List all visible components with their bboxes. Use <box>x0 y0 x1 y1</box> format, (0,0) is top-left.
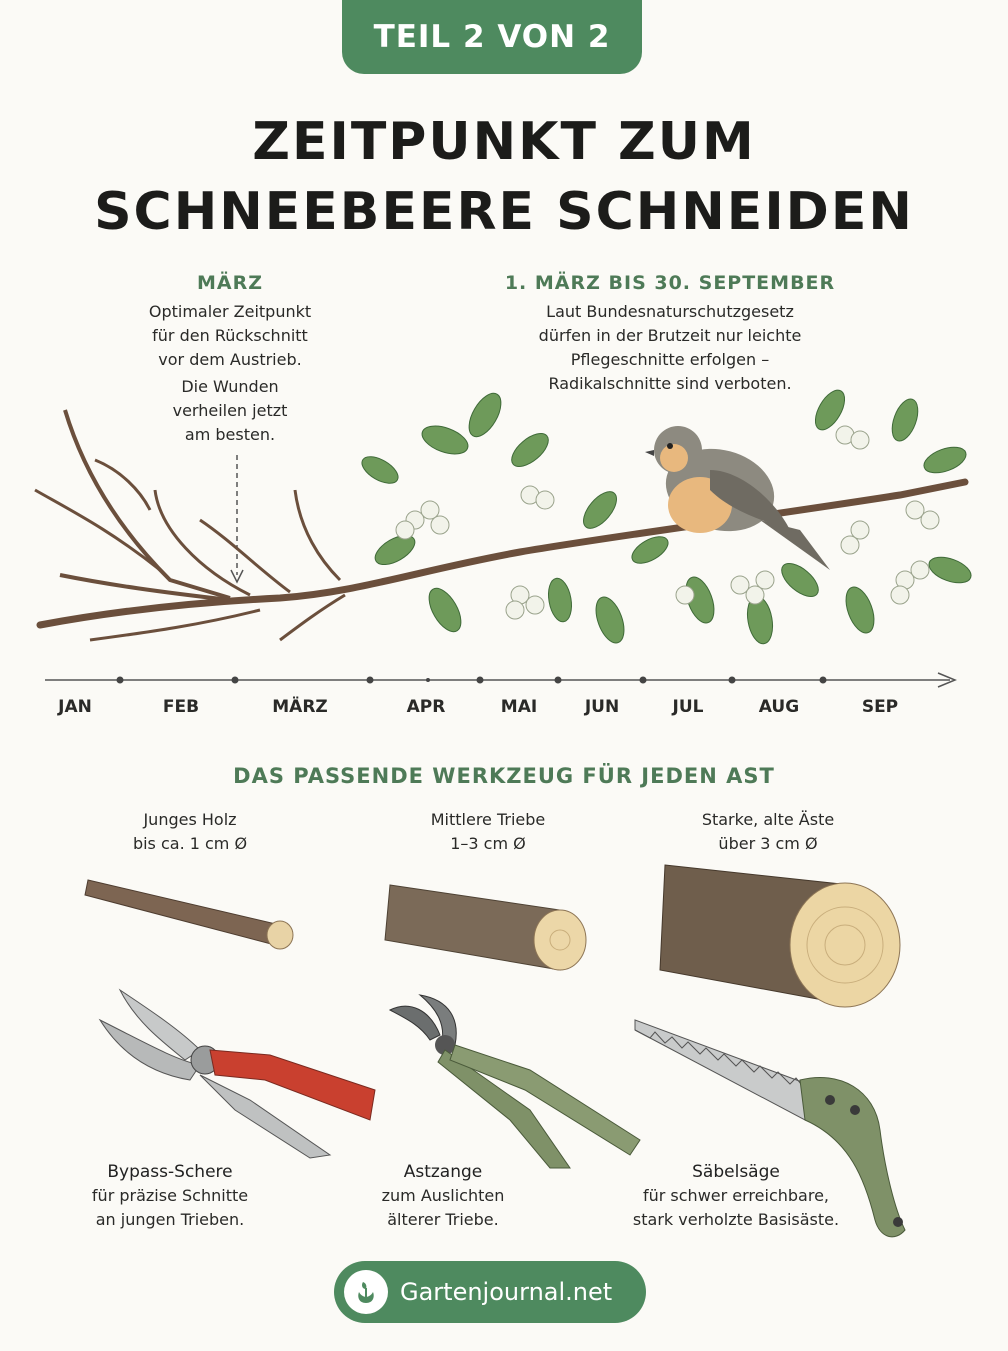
loppers-icon <box>380 990 650 1170</box>
month-apr: APR <box>406 697 446 717</box>
tools-heading: DAS PASSENDE WERKZEUG FÜR JEDEN AST <box>233 764 775 788</box>
branch-label-medium: Mittlere Triebe 1–3 cm Ø <box>430 810 546 853</box>
march-heading: MÄRZ <box>196 272 264 294</box>
breeding-text: Laut Bundesnaturschutzgesetz dürfen in der Brutzeit nur leichte Pflegeschnitte erfolgen – Radikalschnitte sind verboten. <box>538 302 802 393</box>
month-sep: SEP <box>861 697 899 717</box>
month-aug: AUG <box>758 697 800 717</box>
tool-label-astzange: Astzange zum Auslichten älterer Triebe. <box>381 1162 505 1229</box>
timeline-axis <box>0 668 1008 692</box>
brand-name[interactable]: Gartenjournal.net <box>400 1278 613 1306</box>
tool-label-bypass: Bypass-Schere für präzise Schnitte an jungen Trieben. <box>91 1162 249 1229</box>
brand-footer[interactable] <box>334 1261 646 1323</box>
part-badge: TEIL 2 VON 2 <box>342 0 642 74</box>
sprout-icon <box>344 1270 388 1314</box>
page-title-line1: ZEITPUNKT ZUM <box>252 112 756 172</box>
breeding-heading: 1. MÄRZ BIS 30. SEPTEMBER <box>504 272 836 294</box>
branch-illustration <box>0 370 1008 670</box>
month-jan: JAN <box>58 697 92 717</box>
page-title-line2: SCHNEEBEERE SCHNEIDEN <box>94 182 914 242</box>
bypass-shears-icon <box>90 980 390 1160</box>
march-text-2: Die Wunden verheilen jetzt am besten. <box>172 377 288 444</box>
robin-bird-icon <box>645 426 830 570</box>
month-maerz: MÄRZ <box>272 697 328 717</box>
month-jun: JUN <box>584 697 620 717</box>
branch-label-young: Junges Holz bis ca. 1 cm Ø <box>132 810 248 853</box>
march-text-1: Optimaler Zeitpunkt für den Rückschnitt vor dem Austrieb. <box>148 302 312 369</box>
month-jul: JUL <box>672 697 704 717</box>
tool-label-saege: Säbelsäge für schwer erreichbare, stark verholzte Basisäste. <box>632 1162 840 1229</box>
month-feb: FEB <box>162 697 200 717</box>
month-mai: MAI <box>500 697 538 717</box>
branch-label-old: Starke, alte Äste über 3 cm Ø <box>701 810 835 853</box>
